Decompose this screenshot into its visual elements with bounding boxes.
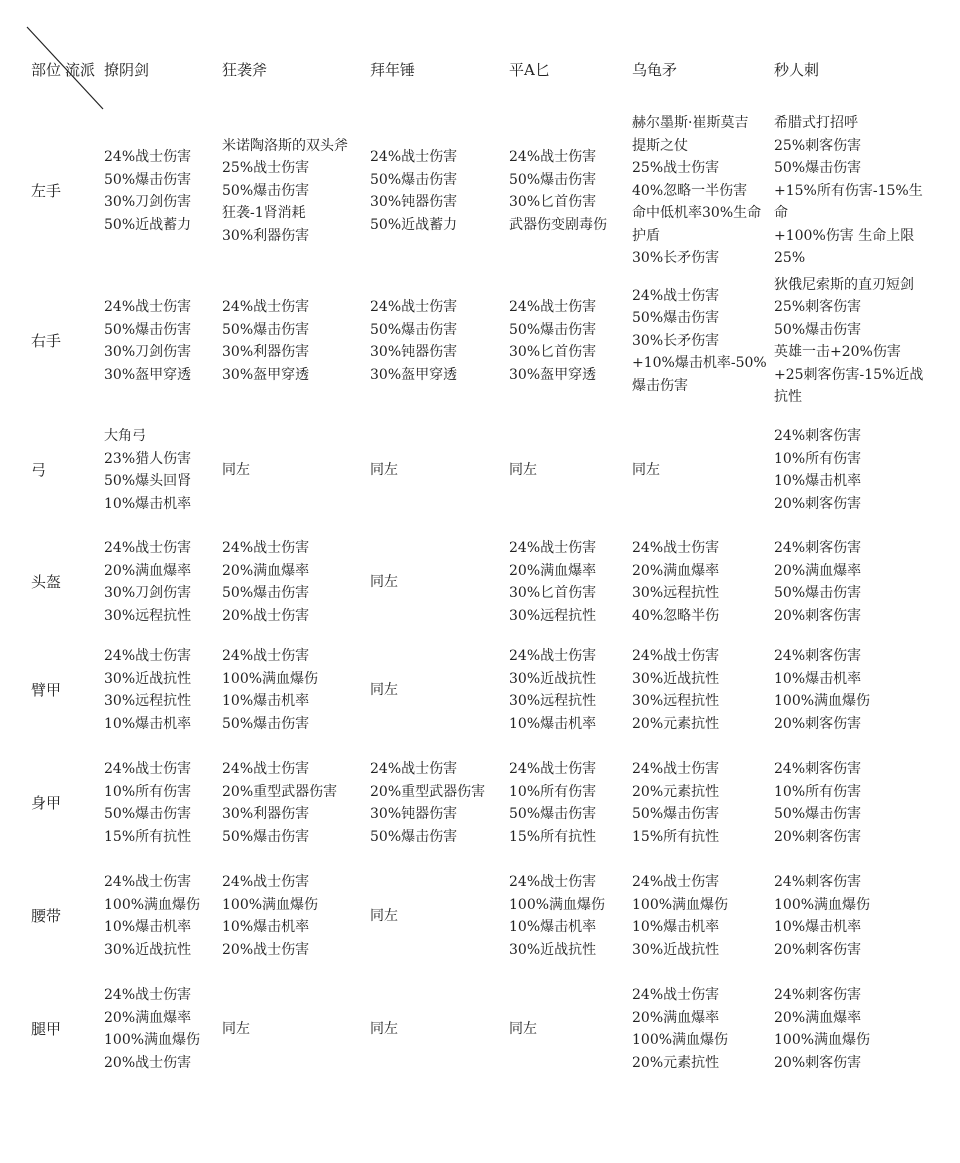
cell-line: 30%远程抗性	[104, 693, 192, 709]
cell-line: 同左	[370, 907, 398, 924]
table-cell	[104, 425, 191, 515]
cell-line: 100%满血爆伤	[632, 1032, 729, 1048]
table-cell	[509, 537, 596, 627]
cell-line: 24%战士伤害	[104, 540, 192, 556]
cell-line: 同左	[222, 461, 250, 478]
cell-line: 武器伤变剧毒伤	[509, 216, 607, 233]
cell-line: 10%爆击机率	[774, 919, 862, 935]
cell-line: 24%战士伤害	[222, 761, 310, 777]
cell-line: 30%长矛伤害	[632, 250, 720, 267]
cell-line: +15%所有伤害-15%生	[774, 182, 923, 199]
cell-line: 24%战士伤害	[222, 874, 310, 890]
cell-line: 100%满血爆伤	[222, 896, 319, 913]
table-cell	[370, 296, 457, 386]
cell-line: 30%匕首伤害	[509, 344, 597, 360]
cell-line: 30%盔甲穿透	[509, 366, 597, 383]
cell-line: +100%伤害 生命上限	[774, 227, 915, 244]
row-header: 右手	[31, 332, 62, 350]
cell-line: 30%远程抗性	[632, 693, 720, 709]
column-header: 拜年锤	[370, 61, 416, 79]
table-cell	[509, 758, 596, 848]
cell-line: 30%近战抗性	[632, 670, 720, 687]
cell-line: 25%战士伤害	[632, 160, 720, 177]
cell-line: 50%爆击伤害	[104, 806, 192, 822]
cell-line: 30%近战抗性	[509, 941, 597, 958]
cell-line: 24%战士伤害	[104, 299, 192, 315]
table-cell	[104, 758, 191, 848]
table-cell	[104, 146, 191, 236]
cell-line: 10%爆击机率	[222, 919, 310, 935]
table-cell	[222, 135, 348, 248]
cell-line: 100%满血爆伤	[774, 693, 871, 709]
cell-line: 100%满血爆伤	[774, 1032, 871, 1048]
cell-line: 抗性	[774, 389, 802, 405]
cell-line: 30%远程抗性	[104, 607, 192, 624]
cell-line: 24%战士伤害	[509, 149, 597, 165]
table-cell	[370, 1018, 398, 1041]
cell-line: 20%战士伤害	[104, 1054, 192, 1071]
row-header: 头盔	[31, 573, 62, 591]
cell-line: 100%满血爆伤	[222, 670, 319, 687]
table-cell	[774, 112, 923, 270]
cell-line: 24%刺客伤害	[774, 540, 862, 556]
cell-line: 50%爆击伤害	[370, 828, 458, 845]
table-cell	[509, 871, 605, 961]
cell-line: 50%爆击伤害	[370, 321, 458, 338]
cell-line: 24%刺客伤害	[774, 987, 862, 1003]
cell-line: 同左	[509, 1020, 537, 1037]
cell-line: 10%爆击机率	[104, 495, 192, 512]
row-header: 臂甲	[31, 681, 62, 699]
cell-line: 50%爆击伤害	[104, 321, 192, 338]
table-cell	[509, 1018, 537, 1041]
cell-line: 50%爆击伤害	[509, 171, 597, 188]
column-header: 乌龟矛	[632, 61, 678, 79]
cell-line: 15%所有抗性	[104, 828, 192, 845]
cell-line: 50%爆击伤害	[222, 182, 310, 199]
cell-line: 30%盔甲穿透	[104, 366, 192, 383]
table-cell	[104, 537, 191, 627]
cell-line: 24%战士伤害	[104, 987, 192, 1003]
cell-line: 30%匕首伤害	[509, 194, 597, 210]
row-header: 身甲	[31, 794, 62, 812]
cell-line: 24%战士伤害	[509, 648, 597, 664]
cell-line: 20%刺客伤害	[774, 1054, 862, 1071]
cell-line: 24%战士伤害	[632, 648, 720, 664]
cell-line: 24%战士伤害	[509, 540, 597, 556]
cell-line: 30%远程抗性	[509, 607, 597, 624]
cell-line: 10%爆击机率	[774, 473, 862, 489]
cell-line: 50%爆击伤害	[222, 715, 310, 732]
cell-line: 25%	[774, 250, 806, 267]
cell-line: 50%爆击伤害	[104, 171, 192, 188]
cell-line: 24%刺客伤害	[774, 874, 862, 890]
cell-line: 30%刀剑伤害	[104, 344, 192, 360]
corner-label-row: 部位	[31, 61, 62, 79]
cell-line: 100%满血爆伤	[632, 896, 729, 913]
cell-line: 24%战士伤害	[632, 874, 720, 890]
cell-line: 50%近战蓄力	[104, 216, 192, 233]
cell-line: 20%满血爆率	[774, 562, 862, 579]
cell-line: 50%爆击伤害	[632, 310, 720, 327]
row-header: 弓	[31, 461, 47, 479]
cell-line: 30%钝器伤害	[370, 806, 458, 822]
cell-line: 20%元素抗性	[632, 1054, 720, 1071]
cell-line: 赫尔墨斯·崔斯莫吉	[632, 115, 749, 132]
cell-line: 24%战士伤害	[632, 287, 720, 304]
cell-line: 30%刀剑伤害	[104, 194, 192, 210]
table-cell	[632, 984, 728, 1074]
table-cell	[370, 571, 398, 594]
cell-line: 24%战士伤害	[370, 761, 458, 777]
cell-line: 24%战士伤害	[370, 149, 458, 165]
cell-line: 50%爆击伤害	[632, 806, 720, 822]
cell-line: 30%近战抗性	[104, 941, 192, 958]
cell-line: 30%远程抗性	[509, 693, 597, 709]
cell-line: 100%满血爆伤	[509, 896, 606, 913]
table-cell	[509, 645, 596, 735]
table-cell	[222, 1018, 250, 1041]
table-cell	[104, 645, 191, 735]
column-header: 撩阴剑	[104, 61, 150, 79]
cell-line: 10%爆击机率	[509, 919, 597, 935]
cell-line: 20%满血爆率	[774, 1009, 862, 1026]
cell-line: 30%钝器伤害	[370, 194, 458, 210]
cell-line: 24%战士伤害	[104, 149, 192, 165]
cell-line: 100%满血爆伤	[104, 896, 201, 913]
table-cell	[222, 537, 309, 627]
cell-line: 20%重型武器伤害	[222, 783, 338, 800]
cell-line: 50%爆击伤害	[774, 585, 862, 601]
table-cell	[632, 112, 761, 270]
column-header: 秒人刺	[774, 61, 820, 79]
cell-line: 希腊式打招呼	[774, 115, 858, 132]
table-cell	[774, 871, 870, 961]
row-header: 腰带	[31, 907, 62, 925]
cell-line: +10%爆击机率-50%	[632, 355, 767, 372]
cell-line: 24%战士伤害	[632, 987, 720, 1003]
cell-line: 20%元素抗性	[632, 715, 720, 732]
table-cell	[370, 758, 485, 848]
cell-line: 20%重型武器伤害	[370, 783, 486, 800]
table-cell	[104, 871, 200, 961]
cell-line: 50%爆击伤害	[222, 828, 310, 845]
cell-line: 狂袭-1肾消耗	[222, 205, 306, 222]
table-cell	[222, 758, 337, 848]
table-cell	[370, 679, 398, 702]
cell-line: 20%刺客伤害	[774, 715, 862, 732]
cell-line: 23%猎人伤害	[104, 450, 192, 467]
cell-line: 40%忽略一半伤害	[632, 182, 748, 199]
cell-line: 30%远程抗性	[632, 585, 720, 601]
cell-line: 30%利器伤害	[222, 806, 310, 822]
cell-line: 24%战士伤害	[509, 299, 597, 315]
table-cell	[222, 459, 250, 482]
cell-line: 24%战士伤害	[509, 761, 597, 777]
column-header: 狂袭斧	[222, 61, 268, 79]
table-cell	[632, 758, 719, 848]
cell-line: 50%爆击伤害	[370, 171, 458, 188]
table-cell	[370, 146, 457, 236]
table-cell	[370, 905, 398, 928]
cell-line: 20%战士伤害	[222, 607, 310, 624]
cell-line: 24%刺客伤害	[774, 428, 862, 444]
cell-line: 20%满血爆率	[222, 562, 310, 579]
row-header: 腿甲	[31, 1020, 62, 1038]
table-cell	[774, 274, 923, 409]
cell-line: 24%刺客伤害	[774, 761, 862, 777]
cell-line: 狄俄尼索斯的直刃短剑	[774, 276, 914, 293]
cell-line: 40%忽略半伤	[632, 607, 720, 624]
table-cell	[774, 425, 861, 515]
cell-line: 24%战士伤害	[370, 299, 458, 315]
cell-line: 24%战士伤害	[104, 761, 192, 777]
cell-line: 同左	[370, 461, 398, 478]
cell-line: 同左	[370, 573, 398, 590]
cell-line: 20%战士伤害	[222, 941, 310, 958]
cell-line: 50%近战蓄力	[370, 216, 458, 233]
cell-line: 20%刺客伤害	[774, 495, 862, 512]
cell-line: 30%钝器伤害	[370, 344, 458, 360]
cell-line: 30%盔甲穿透	[222, 366, 310, 383]
cell-line: 10%爆击机率	[774, 670, 862, 687]
cell-line: 50%爆击伤害	[774, 160, 862, 177]
table-cell	[632, 285, 767, 398]
cell-line: 同左	[509, 461, 537, 478]
cell-line: 24%战士伤害	[222, 540, 310, 556]
cell-line: 24%战士伤害	[509, 874, 597, 890]
cell-line: 30%盔甲穿透	[370, 366, 458, 383]
cell-line: 20%满血爆率	[632, 1009, 720, 1026]
cell-line: 100%满血爆伤	[104, 1032, 201, 1048]
cell-line: 25%刺客伤害	[774, 137, 862, 154]
cell-line: 30%长矛伤害	[632, 332, 720, 349]
cell-line: 同左	[370, 1020, 398, 1037]
cell-line: 30%近战抗性	[632, 941, 720, 958]
cell-line: 50%爆击伤害	[222, 585, 310, 601]
table-cell	[774, 984, 870, 1074]
table-cell	[774, 537, 861, 627]
cell-line: 24%战士伤害	[222, 648, 310, 664]
table-cell	[632, 871, 728, 961]
cell-line: 提斯之仗	[632, 137, 688, 154]
cell-line: 25%刺客伤害	[774, 299, 862, 315]
cell-line: 20%满血爆率	[104, 562, 192, 579]
table-cell	[104, 984, 200, 1074]
table-cell	[509, 459, 537, 482]
cell-line: 护盾	[632, 227, 660, 244]
cell-line: 10%所有伤害	[104, 783, 192, 800]
cell-line: 米诺陶洛斯的双头斧	[222, 137, 348, 154]
cell-line: 大角弓	[104, 428, 146, 444]
cell-line: 24%战士伤害	[104, 648, 192, 664]
cell-line: 同左	[370, 681, 398, 698]
cell-line: 10%爆击机率	[222, 693, 310, 709]
cell-line: 10%爆击机率	[509, 715, 597, 732]
cell-line: 50%爆击伤害	[222, 321, 310, 338]
cell-line: 24%战士伤害	[632, 540, 720, 556]
cell-line: 24%战士伤害	[104, 874, 192, 890]
cell-line: 10%爆击机率	[104, 919, 192, 935]
cell-line: 英雄一击+20%伤害	[774, 344, 901, 360]
cell-line: 20%刺客伤害	[774, 941, 862, 958]
cell-line: 同左	[222, 1020, 250, 1037]
cell-line: 10%所有伤害	[774, 450, 862, 467]
cell-line: 10%爆击机率	[104, 715, 192, 732]
cell-line: 25%战士伤害	[222, 160, 310, 177]
table-cell	[632, 537, 719, 627]
table-cell	[509, 146, 607, 236]
cell-line: 30%利器伤害	[222, 344, 310, 360]
cell-line: 20%满血爆率	[104, 1009, 192, 1026]
cell-line: 24%战士伤害	[222, 299, 310, 315]
table-cell	[222, 645, 318, 735]
cell-line: 命中低机率30%生命	[632, 205, 762, 222]
corner-label-col: 流派	[65, 61, 96, 79]
table-cell	[774, 758, 861, 848]
cell-line: 爆击伤害	[632, 377, 688, 394]
cell-line: 30%利器伤害	[222, 227, 310, 244]
table-cell	[104, 296, 191, 386]
cell-line: 30%匕首伤害	[509, 585, 597, 601]
cell-line: 100%满血爆伤	[774, 896, 871, 913]
cell-line: 10%爆击机率	[632, 919, 720, 935]
cell-line: 50%爆击伤害	[509, 321, 597, 338]
cell-line: 15%所有抗性	[632, 828, 720, 845]
cell-line: 30%近战抗性	[509, 670, 597, 687]
table-cell	[509, 296, 596, 386]
cell-line: 10%所有伤害	[774, 783, 862, 800]
table-cell	[632, 645, 719, 735]
cell-line: 同左	[632, 461, 660, 478]
cell-line: 20%满血爆率	[509, 562, 597, 579]
cell-line: 50%爆击伤害	[509, 806, 597, 822]
cell-line: 20%刺客伤害	[774, 607, 862, 624]
cell-line: 命	[774, 205, 788, 222]
cell-line: 24%刺客伤害	[774, 648, 862, 664]
row-header: 左手	[31, 182, 62, 200]
cell-line: 10%所有伤害	[509, 783, 597, 800]
column-header: 平A匕	[509, 61, 550, 79]
cell-line: 30%近战抗性	[104, 670, 192, 687]
table-cell	[222, 871, 318, 961]
cell-line: 15%所有抗性	[509, 828, 597, 845]
cell-line: 50%爆头回肾	[104, 473, 192, 489]
table-cell	[370, 459, 398, 482]
cell-line: 50%爆击伤害	[774, 321, 862, 338]
table-cell	[222, 296, 309, 386]
cell-line: 20%刺客伤害	[774, 828, 862, 845]
cell-line: 24%战士伤害	[632, 761, 720, 777]
cell-line: +25刺客伤害-15%近战	[774, 366, 924, 383]
cell-line: 20%满血爆率	[632, 562, 720, 579]
cell-line: 20%元素抗性	[632, 783, 720, 800]
cell-line: 30%刀剑伤害	[104, 585, 192, 601]
table-cell	[774, 645, 870, 735]
cell-line: 50%爆击伤害	[774, 806, 862, 822]
table-cell	[632, 459, 660, 482]
